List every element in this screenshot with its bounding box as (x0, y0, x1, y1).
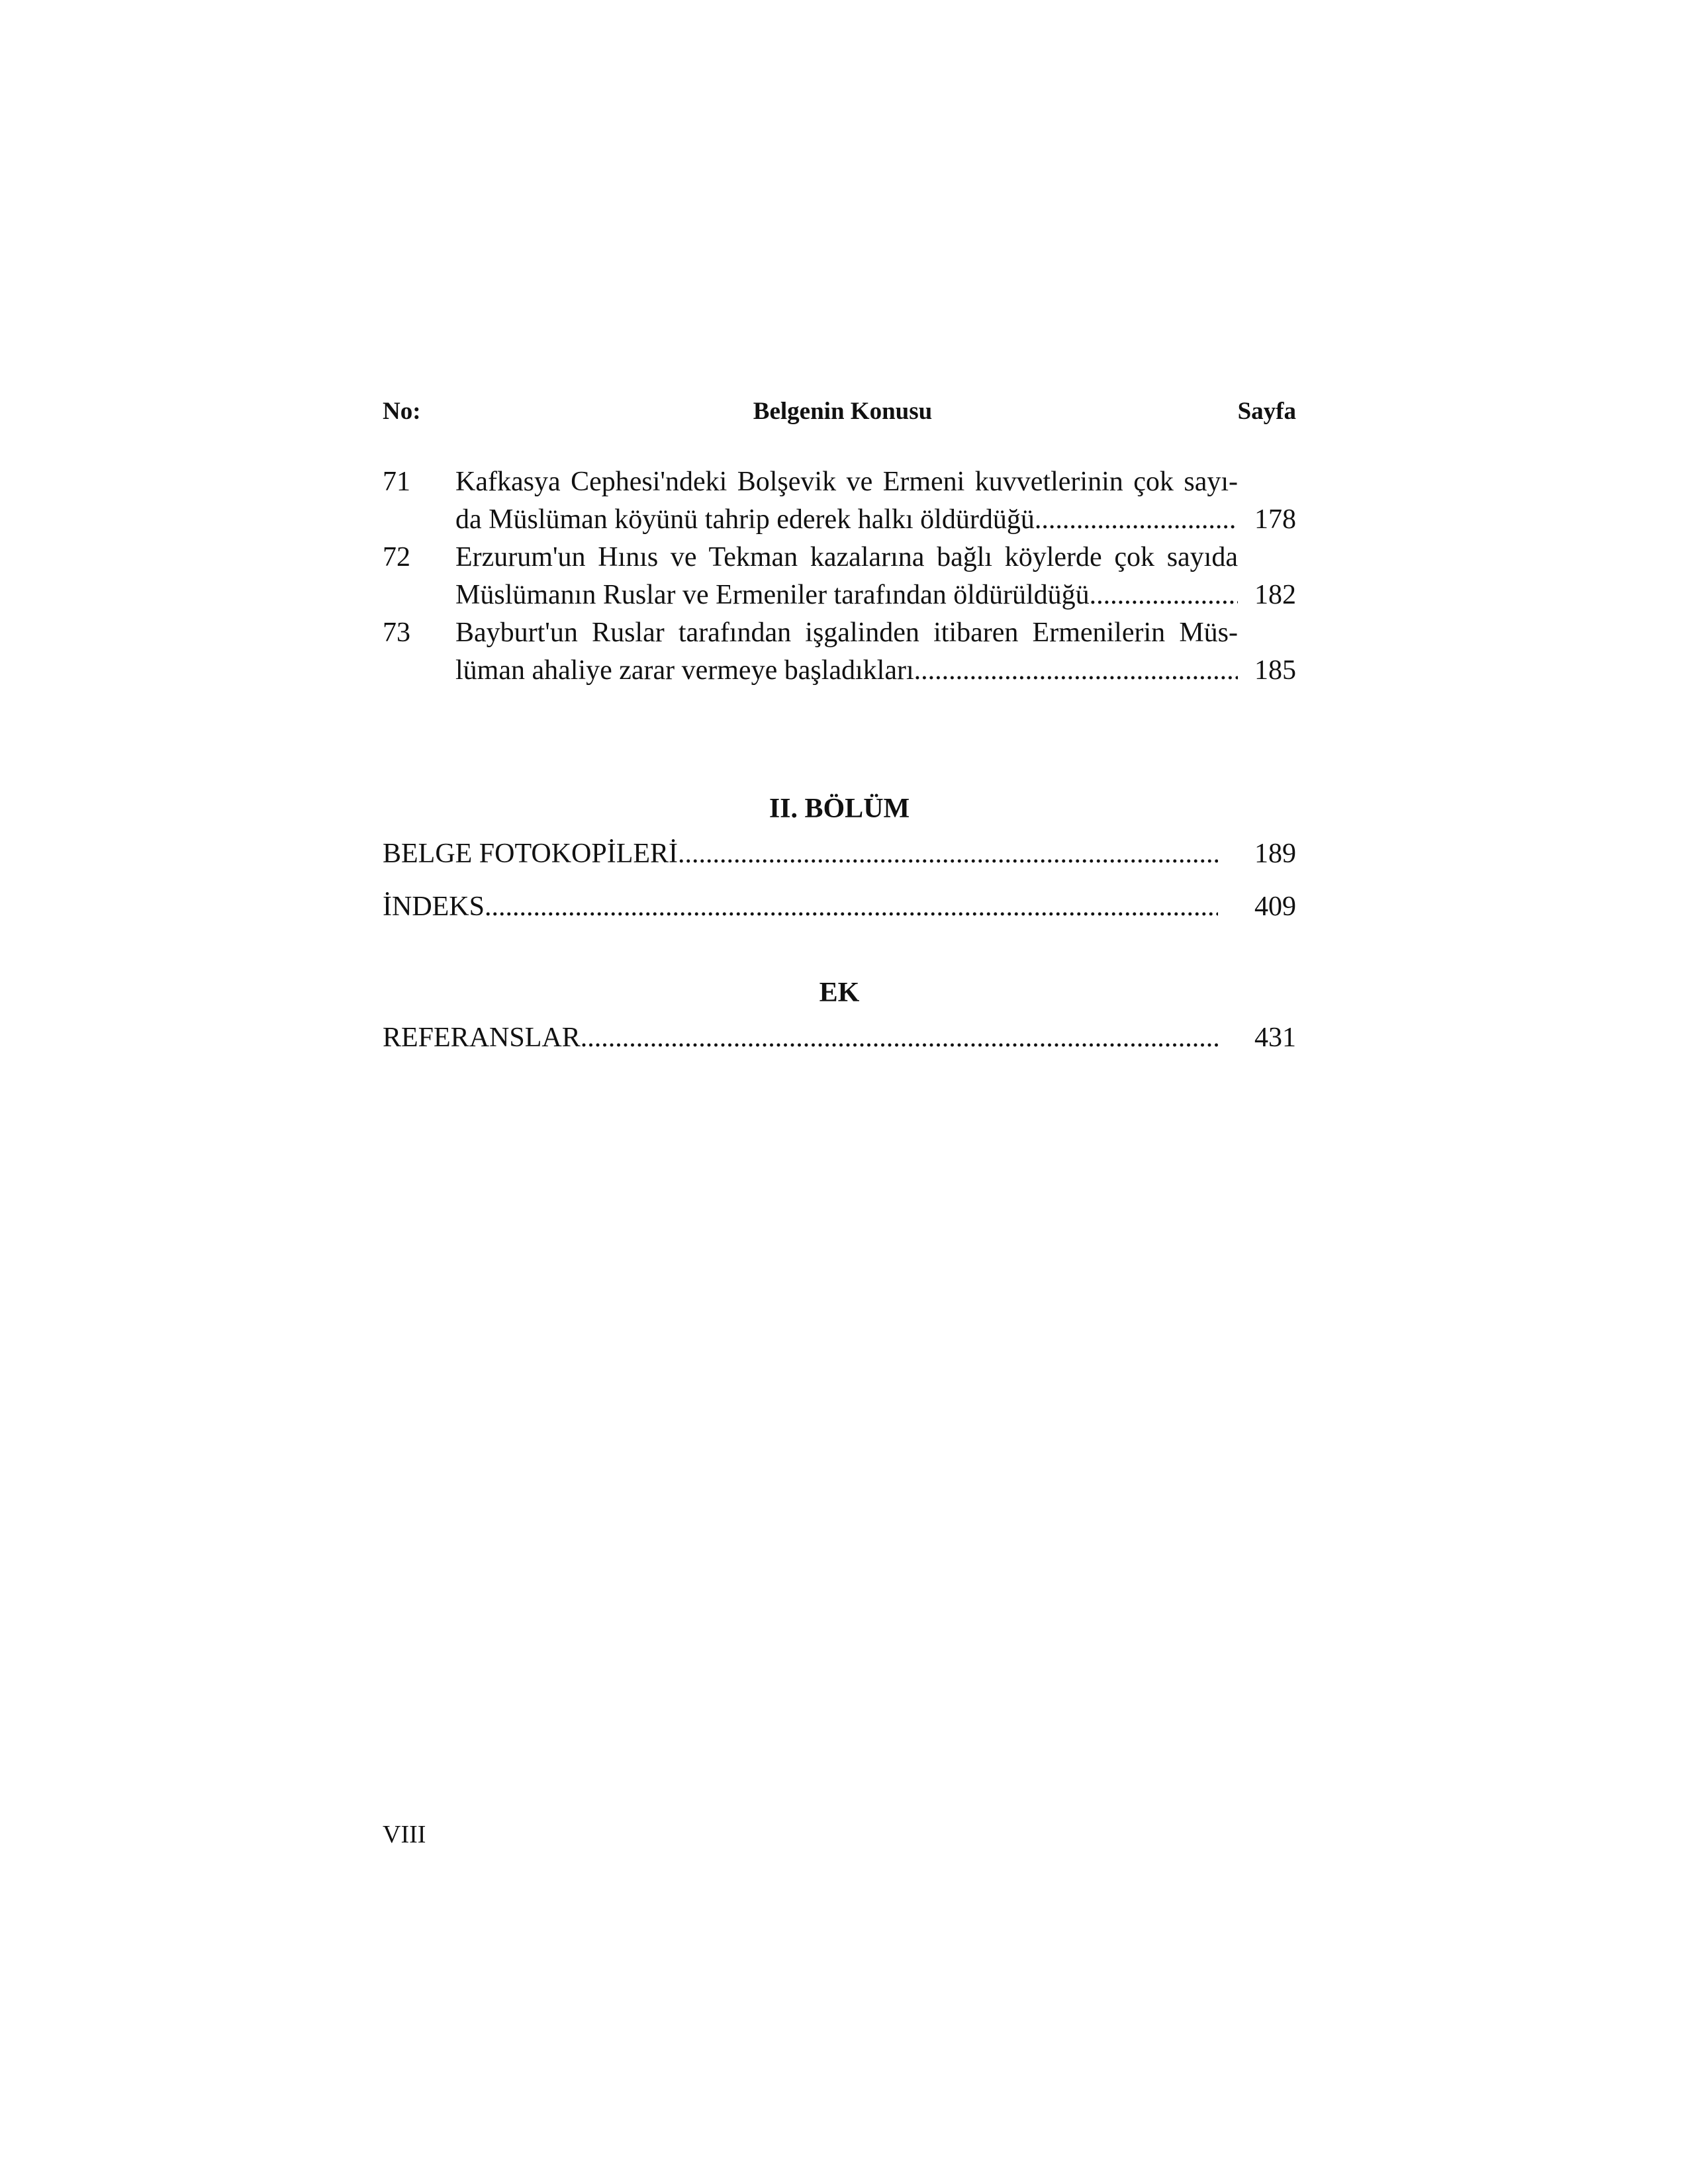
entry-page: 185 (1254, 655, 1296, 686)
toc-line (383, 888, 1296, 926)
toc-line-label: REFERANSLAR (383, 1023, 581, 1053)
entry-line: da Müslüman köyünü tahrip ederek halkı öldürdüğü (455, 504, 1035, 535)
entry-text (455, 539, 1238, 614)
entry-line: Bayburt'un Ruslar tarafından işgalinden itibaren Ermenilerin Müs- (455, 617, 1238, 648)
entry-page: 182 (1254, 580, 1296, 610)
dot-leader (581, 1019, 1218, 1057)
appendix-title: EK (819, 978, 860, 1008)
toc-entry (383, 614, 1296, 690)
dot-leader (678, 835, 1218, 873)
toc-line-dotted (383, 835, 1218, 873)
dot-leader (914, 652, 1238, 690)
entry-line: lüman ahaliye zarar vermeye başladıkları (455, 655, 914, 686)
toc-line-dotted (383, 888, 1218, 926)
entry-number: 73 (383, 617, 410, 648)
toc-header (383, 397, 1296, 437)
toc-line-page: 431 (1254, 1023, 1296, 1053)
page-number: VIII (383, 1821, 426, 1848)
toc-line (383, 835, 1296, 873)
entry-number: 72 (383, 542, 410, 572)
toc-entry (383, 463, 1296, 539)
header-page: Sayfa (1237, 398, 1296, 425)
entry-text (455, 614, 1238, 690)
entry-text (455, 463, 1238, 539)
header-subject: Belgenin Konusu (753, 398, 933, 425)
toc-line-label: BELGE FOTOKOPİLERİ (383, 839, 679, 869)
toc-line-page: 189 (1254, 839, 1296, 869)
toc-line-page: 409 (1254, 891, 1296, 922)
toc-line-label: İNDEKS (383, 891, 485, 922)
entry-line: Kafkasya Cephesi'ndeki Bolşevik ve Ermeni kuvvetlerinin çok sayı- (455, 467, 1238, 497)
dot-leader (1090, 576, 1238, 614)
header-no: No: (383, 398, 421, 425)
toc-line-dotted (383, 1019, 1218, 1057)
toc-line (383, 1019, 1296, 1057)
entry-line: Müslümanın Ruslar ve Ermeniler tarafından öldürüldüğü (455, 580, 1090, 610)
entry-line: Erzurum'un Hınıs ve Tekman kazalarına bağlı köylerde çok sayıda (455, 542, 1238, 572)
toc-entry (383, 539, 1296, 614)
section-title: II. BÖLÜM (769, 794, 910, 824)
entry-number: 71 (383, 467, 410, 497)
entry-line-dotted (455, 652, 1238, 690)
entry-line-dotted (455, 576, 1238, 614)
dot-leader (1035, 501, 1238, 539)
entry-page: 178 (1254, 504, 1296, 535)
entry-line-dotted (455, 501, 1238, 539)
dot-leader (485, 888, 1218, 926)
